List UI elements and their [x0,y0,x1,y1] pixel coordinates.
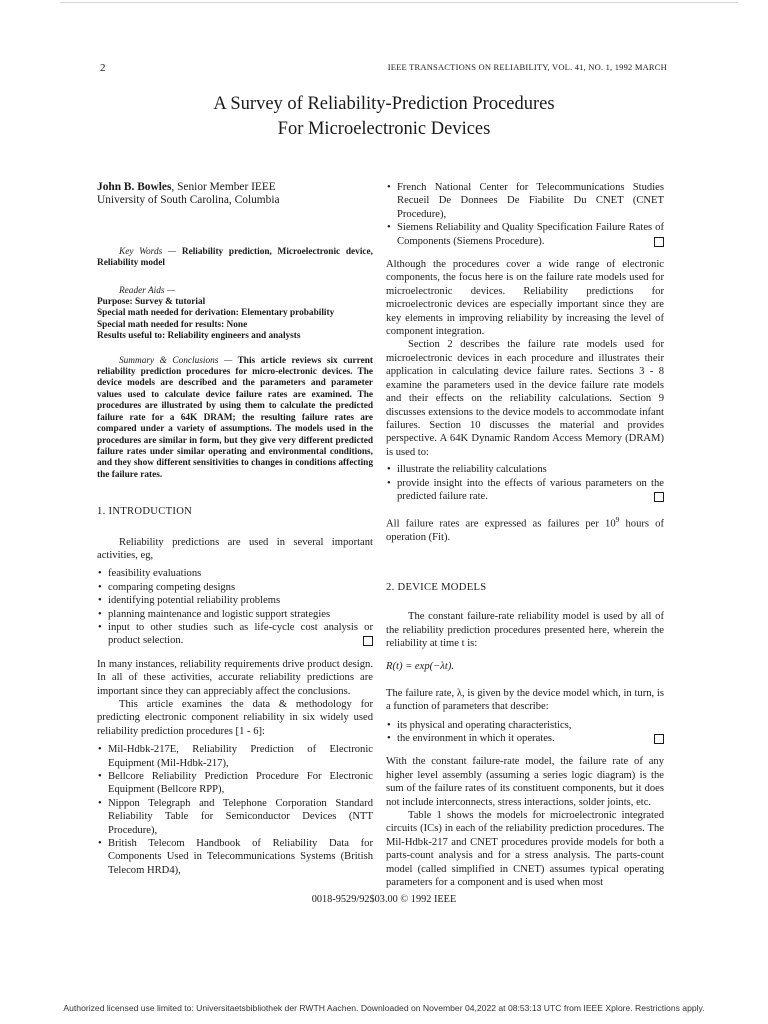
end-of-list-square-icon [363,636,373,646]
reader-aids-label [97,286,373,297]
list-item: • feasibility evaluations [97,567,373,580]
parameters-list [386,719,664,746]
intro-paragraph-1: Reliability predictions are used in several important activities, eg, [97,536,373,561]
end-of-list-square-icon [654,734,664,744]
list-item: • planning maintenance and logistic support strategies [97,608,373,621]
paper-title [100,92,668,142]
reader-aid-results-useful: Results useful to: Reliability engineers and analysts [97,331,301,342]
page-number: 2 [100,62,106,74]
list-item [97,621,373,648]
title-line-1: A Survey of Reliability-Prediction Procedures [213,94,555,114]
scan-top-rule [60,2,738,3]
right-paragraph-6: With the constant failure-rate model, the failure rate of any higher level assembly (assuming a series logic diagram) is the sum of the failure rates of its constituent components, but it does not include interconnects, stress interactions, solder joints, etc. [386,756,664,808]
list-item [386,221,664,248]
summary-label: Summary & Conclusions — [119,355,233,366]
title-line-2: For Microelectronic Devices [277,119,491,139]
list-item: • its physical and operating characteristics, [386,719,664,732]
intro-activities-list [97,567,373,647]
author-rank: , Senior Member IEEE [171,181,276,193]
list-item-text: Siemens Reliability and Quality Specification Failure Rates of Components (Siemens Procedure). [397,222,664,247]
reader-aid-math-results: Special math needed for results: None [97,319,248,330]
left-column [97,181,373,877]
summary [97,356,373,481]
section-heading-device-models: 2. DEVICE MODELS [386,581,487,593]
list-item: • Bellcore Reliability Prediction Procedure For Electronic Equipment (Bellcore RPP), [97,770,373,797]
copyright-code: 0018-9529/92$03.00 © 1992 IEEE [311,894,457,905]
end-of-list-square-icon [654,492,664,502]
key-words-text: Reliability prediction, Microelectronic device, Reliability model [97,246,373,269]
reader-aid-math-derivation: Special math needed for derivation: Elementary probability [97,308,335,319]
fit-text-suffix: hours of operation (Fit). [386,518,664,544]
fit-text-prefix: All failure rates are expressed as failures per 10 [386,518,616,530]
key-words-label: Key Words — [119,246,177,257]
list-item: • Mil-Hdbk-217E, Reliability Prediction of Electronic Equipment (Mil-Hdbk-217), [97,743,373,770]
right-paragraph-1: Although the procedures cover a wide range of electronic components, the focus here is on the failure rate models used for microelectronic devices. Reliability predictions for microelectronic devices are especially important since they are key elements in improving reliability by increasing the level of component integration. [386,259,664,338]
procedures-list-continued [386,181,664,248]
license-notice: Authorized licensed use limited to: Universitaetsbibliothek der RWTH Aachen. Downloaded on November 04,2022 at 08:53:13 UTC from IEEE Xplore. Restrictions apply. [63,1003,705,1013]
list-item: • Nippon Telegraph and Telephone Corporation Standard Reliability Table for Semiconductor Devices (NTT Procedure), [97,797,373,837]
right-paragraph-5: The failure rate, λ, is given by the device model which, in turn, is a function of parameters that describe: [386,687,664,713]
running-head: IEEE TRANSACTIONS ON RELIABILITY, VOL. 41, NO. 1, 1992 MARCH [387,62,667,72]
list-item [386,477,664,504]
list-item: • illustrate the reliability calculations [386,463,664,476]
dram-purposes-list [386,463,664,503]
right-paragraph-2: Section 2 describes the failure rate models used for microelectronic devices in each procedure and illustrates their application in calculating device failure rates. Sections 3 - 8 examine the parameters used in the device failure rate models and their effects on the reliability calculations. Section 9 discusses extensions to the device models to accommodate infant failures. Section 10 discusses the material and provides perspective. A 64K Dynamic Random Access Memory (DRAM) is used to: [386,339,664,458]
reader-aids-label-text: Reader Aids — [119,285,176,296]
list-item-text: the environment in which it operates. [397,732,555,744]
summary-text: This article reviews six current reliability prediction procedures for micro-electronic devices. The device models are described and the parameters and parameter values used to calculate device failure rates are examined. The procedures are illustrated by using them to calculate the predicted failure rate for a 64K DRAM; the resulting failure rates are compared under a variety of assumptions. The models used in the procedures are similar in form, but they give very different predicted failure rates under similar operating and environmental conditions, and they show different sensitivities to changes in conditions affecting the failure rates. [97,355,374,480]
reliability-equation: R(t) = exp(−λt). [386,661,455,673]
right-paragraph-4: The constant failure-rate reliability model is used by all of the reliability prediction procedures presented here, wherein the reliability at time t is: [386,611,664,649]
procedures-list [97,743,373,877]
list-item: • British Telecom Handbook of Reliability Data for Components Used in Telecommunications Systems (British Telecom HRD4), [97,837,373,877]
author-affiliation: University of South Carolina, Columbia [97,194,280,207]
intro-paragraph-2: In many instances, reliability requirements drive product design. In all of these activities, accurate reliability predictions are important since they can appreciably affect the conclusions. [97,658,373,697]
right-column [386,181,664,889]
author-name: John B. Bowles [97,181,172,193]
right-paragraph-3 [386,513,664,544]
section-heading-introduction: 1. INTRODUCTION [97,506,193,518]
reader-aid-purpose: Purpose: Survey & tutorial [97,297,206,308]
end-of-list-square-icon [654,237,664,247]
list-item-text: input to other studies such as life-cycle cost analysis or product selection. [108,621,373,647]
list-item: • comparing competing designs [97,581,373,594]
intro-paragraph-3: This article examines the data & methodology for predicting electronic component reliability in six widely used reliability prediction procedures [1 - 6]: [97,699,373,737]
author-line [97,181,373,194]
fit-exponent: 9 [615,515,620,525]
list-item: • French National Center for Telecommunications Studies Recueil De Donnees De Fiabilite Du CNET (CNET Procedure), [386,181,664,221]
list-item: • identifying potential reliability problems [97,594,373,607]
list-item [386,732,664,745]
right-paragraph-7: Table 1 shows the models for microelectronic integrated circuits (ICs) in each of the reliability prediction procedures. The Mil-Hdbk-217 and CNET procedures provide models for both a parts-count analysis and for a stress analysis. The parts-count model (called simplified in CNET) assumes typical operating parameters for a component and is used when most [386,809,664,888]
list-item-text: provide insight into the effects of various parameters on the predicted failure rate. [397,477,664,502]
key-words [97,247,373,270]
